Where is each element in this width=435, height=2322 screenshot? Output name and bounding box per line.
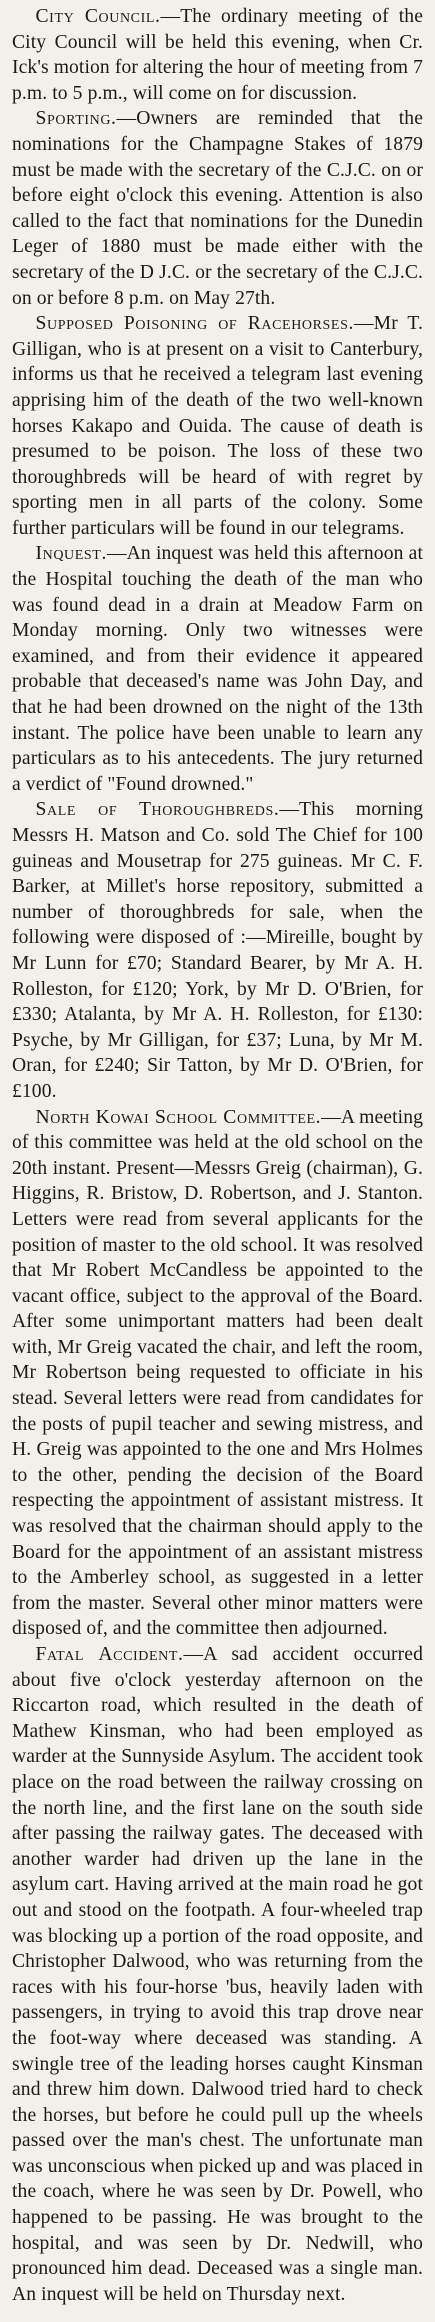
article-sale-thoroughbreds <box>12 797 423 1104</box>
article-heading: City Council. <box>35 6 161 27</box>
article-body: —This morning Messrs H. Matson and Co. sold The Chief for 100 guineas and Mousetrap for 275 guineas. Mr C. F. Barker, at Millet's horse repository, submitted a number of thoroughbreds for sale, when the following were disposed of :—Mireille, bought by Mr Lunn for £70; Standard Bearer, by Mr A. H. Rolleston, for £120; York, by Mr D. O'Brien, for £330; Atalanta, by Mr A. H. Rolleston, for £130: Psyche, by Mr Gilligan, for £37; Luna, by Mr M. Oran, for £240; Sir Tatton, by Mr D. O'Brien, for £100. <box>12 799 423 1102</box>
article-city-council <box>12 4 423 106</box>
article-body: —The ordinary meeting of the City Council will be held this evening, when Cr. Ick's motion for altering the hour of meeting from 7 p.m. to 5 p.m., will come on for discussion. <box>12 6 423 104</box>
article-body: —Mr T. Gilligan, who is at present on a visit to Canterbury, informs us that he received a telegram last evening apprising him of the death of the two well-known horses Kakapo and Ouida. The cause of death is presumed to be poison. The loss of these two thoroughbreds will be heard of with regret by sporting men in all parts of the colony. Some further particulars will be found in our telegrams. <box>12 313 423 539</box>
article-heading: North Kowai School Committee. <box>35 1106 322 1128</box>
article-heading: Supposed Poisoning of Racehorses. <box>35 313 354 335</box>
article-body: —A sad accident occurred about five o'clock yesterday afternoon on the Riccarton road, which resulted in the death of Mathew Kinsman, who had been employed as warder at the Sunnyside Asylum. The accident took place on the road between the railway crossing on the north line, and the first lane on the south side after passing the railway gates. The deceased with another warder had driven up the lane in the asylum cart. Having arrived at the main road he got out and stood on the footpath. A four-wheeled trap was blocking up a portion of the road opposite, and Christopher Dalwood, who was returning from the races with his four-horse 'bus, heavily laden with passengers, in trying to avoid this trap drove near the foot-way where deceased was standing. A swingle tree of the leading horses caught Kinsman and threw him down. Dalwood tried hard to check the horses, but before he could pull up the wheels passed over the man's chest. The unfortunate man was unconscious when picked up and was placed in the coach, where he was seen by Dr. Powell, who happened to be passing. He was brought to the hospital, and was seen by Dr. Nedwill, who pronounced him dead. Deceased was a single man. An inquest will be held on Thursday next. <box>12 1644 423 2305</box>
article-poisoning-racehorses <box>12 311 423 541</box>
article-heading: Inquest. <box>35 543 107 565</box>
article-heading: Fatal Accident. <box>35 1644 184 1665</box>
article-heading: Sporting. <box>35 108 117 130</box>
article-body: —An inquest was held this afternoon at the Hospital touching the death of the man who was found dead in a drain at Meadow Farm on Monday morning. Only two witnesses were examined, and from their evidence it appeared probable that deceased's name was John Day, and that he had been drowned on the night of the 13th instant. The police have been unable to learn any particulars as to his antecedents. The jury returned a verdict of "Found drowned." <box>12 543 423 795</box>
article-inquest <box>12 541 423 797</box>
article-heading: Sale of Thoroughbreds. <box>35 799 280 821</box>
article-north-kowai-school <box>12 1105 423 1642</box>
article-sporting <box>12 106 423 311</box>
article-fatal-accident <box>12 1642 423 2307</box>
article-body: —Owners are reminded that the nominations for the Champagne Stakes of 1879 must be made with the secretary of the C.J.C. on or before eight o'clock this evening. Attention is also called to the fact that nominations for the Dunedin Leger of 1880 must be made either with the secretary of the D J.C. or the secretary of the C.J.C. on or before 8 p.m. on May 27th. <box>12 108 423 309</box>
article-body: —A meeting of this committee was held at the old school on the 20th instant. Present—Messrs Greig (chairman), G. Higgins, R. Bristow, D. Robertson, and J. Stanton. Letters were read from several applicants for the position of master to the old school. It was resolved that Mr Robert McCandless be appointed to the vacant office, subject to the approval of the Board. After some unimportant matters had been dealt with, Mr Greig vacated the chair, and left the room, Mr Robertson being requested to officiate in his stead. Several letters were read from candidates for the posts of pupil teacher and sewing mistress, and H. Greig was appointed to the one and Mrs Holmes to the other, pending the decision of the Board respecting the appointment of assistant mistress. It was resolved that the chairman should apply to the Board for the appointment of an assistant mistress to the Amberley school, as suggested in a letter from the master. Several other minor matters were disposed of, and the committee then adjourned. <box>12 1106 423 1640</box>
